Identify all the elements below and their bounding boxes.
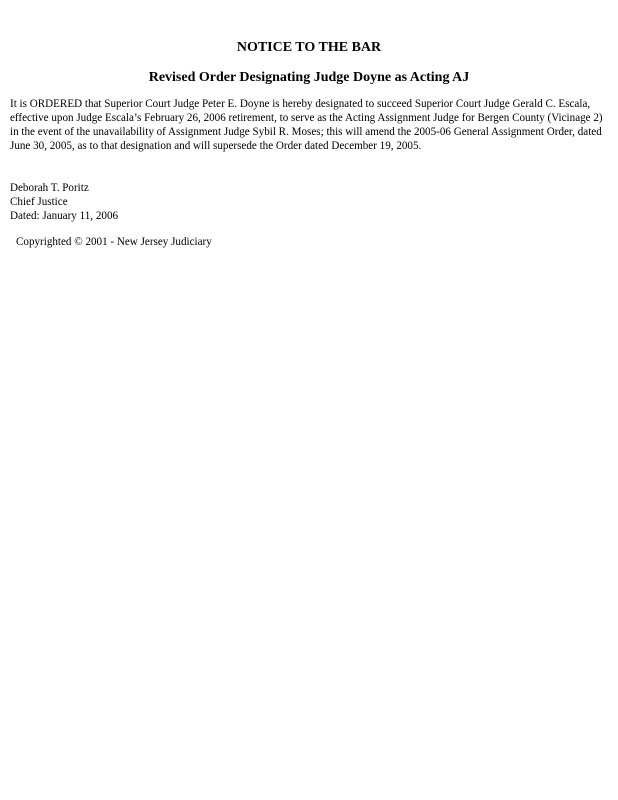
- page-title: NOTICE TO THE BAR: [236, 40, 382, 55]
- order-date: Dated: January 11, 2006: [10, 210, 119, 222]
- signature-block: [10, 181, 310, 223]
- order-paragraph: It is ORDERED that Superior Court Judge Peter E. Doyne is hereby designated to succeed Superior Court Judge Gerald C. Escala, effective upon Judge Escala’s February 26, 2006 retirement, to serve as the Acting Assignment Judge for Bergen County (Vicinage 2) in the event of the unavailability of Assignment Judge Sybil R. Moses; this will amend the 2005-06 General Assignment Order, dated June 30, 2005, as to that designation and will supersede the Order dated December 19, 2005.: [10, 98, 603, 152]
- signer-name: Deborah T. Poritz: [10, 182, 89, 194]
- copyright-notice: Copyrighted © 2001 - New Jersey Judiciary: [16, 236, 212, 248]
- signer-title: Chief Justice: [10, 196, 68, 208]
- order-heading: Revised Order Designating Judge Doyne as Acting AJ: [148, 70, 470, 85]
